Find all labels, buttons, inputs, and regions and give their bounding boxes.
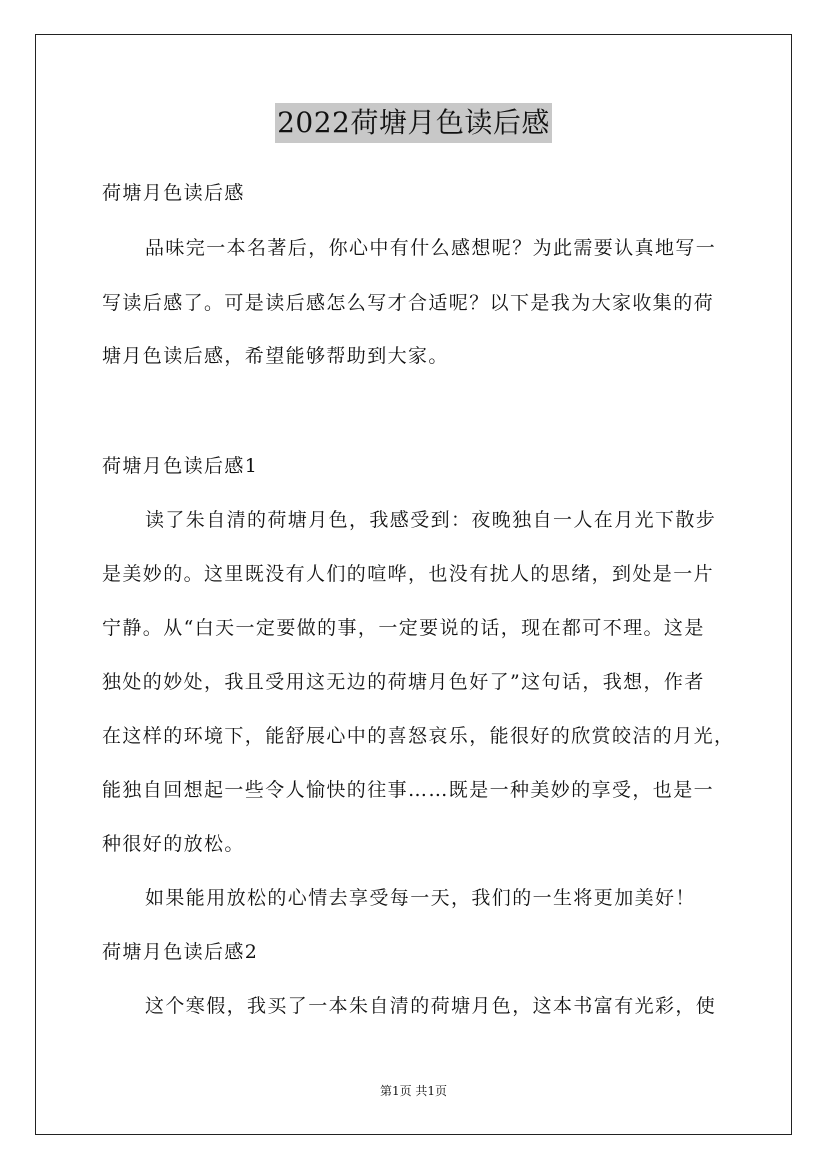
paragraph-line: 塘月色读后感，希望能够帮助到大家。 <box>102 345 449 367</box>
paragraph-line: 读了朱自清的荷塘月色，我感受到：夜晚独自一人在月光下散步 <box>145 509 717 531</box>
paragraph-line: 宁静。从“白天一定要做的事，一定要说的话，现在都可不理。这是 <box>102 617 705 639</box>
document-title: 2022荷塘月色读后感 <box>275 103 552 143</box>
page-footer: 第1页 共1页 <box>379 1084 448 1098</box>
paragraph-line: 如果能用放松的心情去享受每一天，我们的一生将更加美好！ <box>145 887 696 909</box>
paragraph-line: 是美妙的。这里既没有人们的喧哗，也没有扰人的思绪，到处是一片 <box>102 563 715 585</box>
paragraph-line: 在这样的环境下，能舒展心中的喜怒哀乐，能很好的欣赏皎洁的月光， <box>102 725 735 747</box>
paragraph-line: 种很好的放松。 <box>102 833 245 855</box>
section-heading: 荷塘月色读后感 <box>102 182 245 204</box>
section-heading: 荷塘月色读后感2 <box>102 941 259 963</box>
paragraph-line: 写读后感了。可是读后感怎么写才合适呢？以下是我为大家收集的荷 <box>102 292 715 314</box>
paragraph-line: 能独自回想起一些令人愉快的往事……既是一种美妙的享受，也是一 <box>102 779 715 801</box>
paragraph-line: 这个寒假，我买了一本朱自清的荷塘月色，这本书富有光彩，使 <box>145 995 717 1017</box>
paragraph-line: 独处的妙处，我且受用这无边的荷塘月色好了”这句话，我想，作者 <box>102 671 705 693</box>
title-container <box>0 103 827 143</box>
paragraph-line: 品味完一本名著后，你心中有什么感想呢？为此需要认真地写一 <box>145 237 717 259</box>
section-heading: 荷塘月色读后感1 <box>102 455 259 477</box>
